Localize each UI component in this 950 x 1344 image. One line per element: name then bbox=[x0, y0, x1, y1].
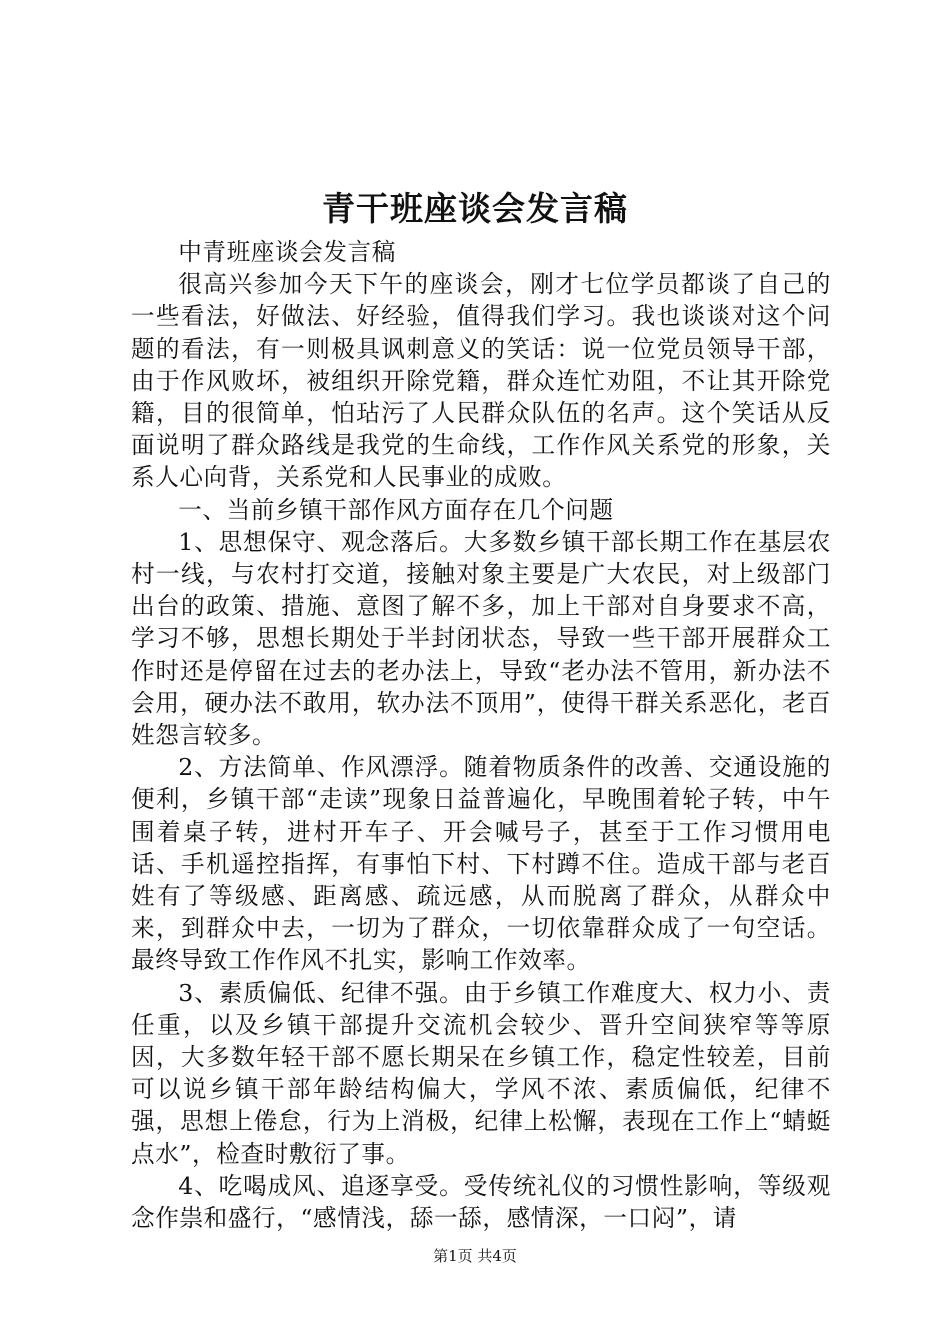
paragraph-item-2: 2、方法简单、作风漂浮。随着物质条件的改善、交通设施的便利，乡镇干部“走读”现象日益普遍化，早晚围着轮子转，中午围着桌子转，进村开车子、开会喊号子，甚至于工作习惯用电话、手机遥控指挥，有事怕下村、下村蹲不住。造成干部与老百姓有了等级感、距离感、疏远感，从而脱离了群众，从群众中来，到群众中去，一切为了群众，一切依靠群众成了一句空话。最终导致工作作风不扎实，影响工作效率。 bbox=[131, 753, 831, 975]
section-heading-1: 一、当前乡镇干部作风方面存在几个问题 bbox=[178, 495, 614, 524]
paragraph-item-1: 1、思想保守、观念落后。大多数乡镇干部长期工作在基层农村一线，与农村打交道，接触对象主要是广大农民，对上级部门出台的政策、措施、意图了解不多，加上干部对自身要求不高，学习不够，思想长期处于半封闭状态，导致一些干部开展群众工作时还是停留在过去的老办法上，导致“老办法不管用，新办法不会用，硬办法不敢用，软办法不顶用”，使得干群关系恶化，老百姓怨言较多。 bbox=[131, 527, 831, 750]
document-title: 青干班座谈会发言稿 bbox=[322, 189, 628, 228]
paragraph-item-3: 3、素质偏低、纪律不强。由于乡镇工作难度大、权力小、责任重，以及乡镇干部提升交流机会较少、晋升空间狭窄等等原因，大多数年轻干部不愿长期呆在乡镇工作，稳定性较差，目前可以说乡镇干部年龄结构偏大，学风不浓、素质偏低，纪律不强，思想上倦怠，行为上消极，纪律上松懈，表现在工作上“蜻蜓点水”，检查时敷衍了事。 bbox=[131, 978, 831, 1168]
page-number-footer: 第1页 共4页 bbox=[433, 1247, 517, 1265]
paragraph-intro: 很高兴参加今天下午的座谈会，刚才七位学员都谈了自己的一些看法，好做法、好经验，值得我们学习。我也谈谈对这个问题的看法，有一则极具讽刺意义的笑话：说一位党员领导干部，由于作风败坏，被组织开除党籍，群众连忙劝阻，不让其开除党籍，目的很简单，怕玷污了人民群众队伍的名声。这个笑话从反面说明了群众路线是我党的生命线，工作作风关系党的形象，关系人心向背，关系党和人民事业的成败。 bbox=[131, 270, 831, 492]
paragraph-subtitle: 中青班座谈会发言稿 bbox=[178, 238, 396, 266]
document-body bbox=[131, 236, 831, 1234]
paragraph-item-4: 4、吃喝成风、追逐享受。受传统礼仪的习惯性影响，等级观念作祟和盛行，“感情浅，舔一舔，感情深，一口闷”，请 bbox=[131, 1171, 831, 1233]
